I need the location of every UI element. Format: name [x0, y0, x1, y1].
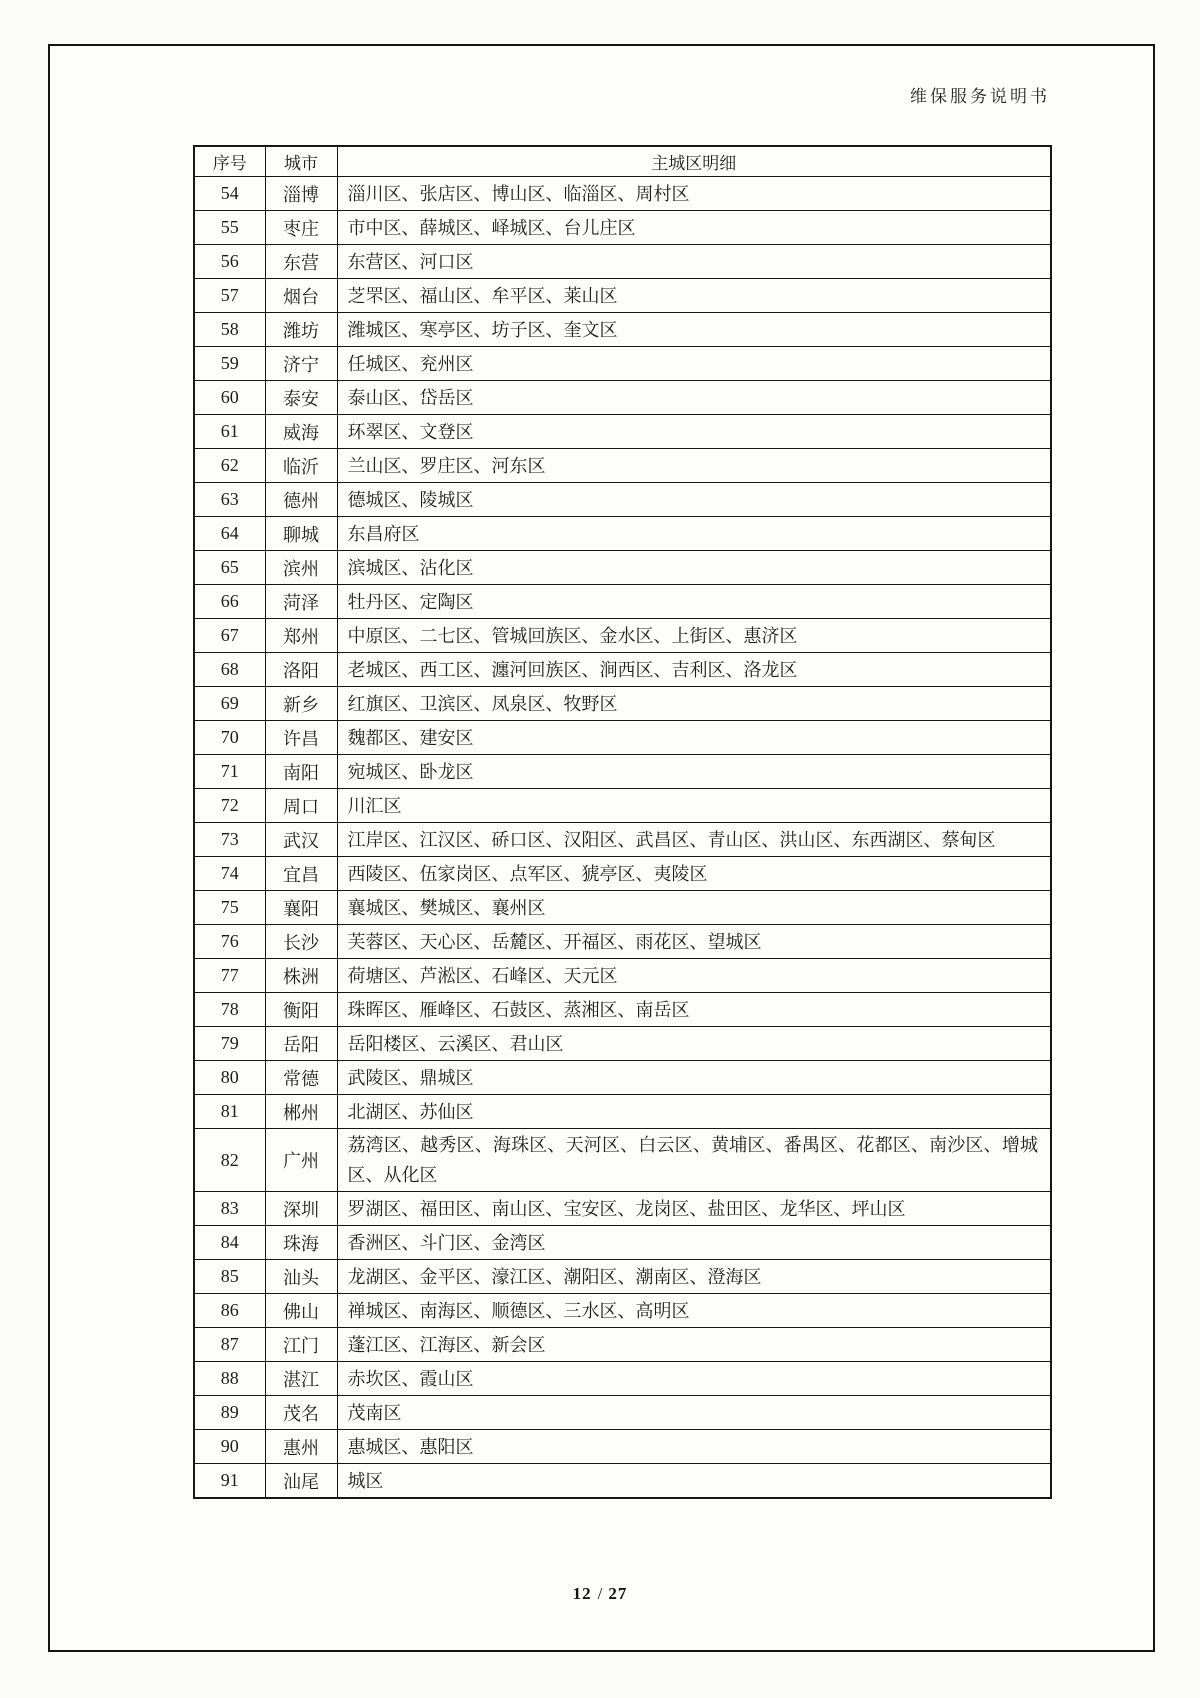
- col-header-no: 序号: [194, 146, 265, 177]
- cell-districts: 芙蓉区、天心区、岳麓区、开福区、雨花区、望城区: [337, 925, 1051, 959]
- cell-districts: 环翠区、文登区: [337, 415, 1051, 449]
- cell-city: 宜昌: [265, 857, 337, 891]
- table-row: [194, 1027, 1051, 1061]
- table-row: [194, 857, 1051, 891]
- table-row: [194, 823, 1051, 857]
- cell-city: 许昌: [265, 721, 337, 755]
- table-row: [194, 1095, 1051, 1129]
- table-row: [194, 1129, 1051, 1192]
- cell-city: 珠海: [265, 1226, 337, 1260]
- cell-districts: 中原区、二七区、管城回族区、金水区、上街区、惠济区: [337, 619, 1051, 653]
- cell-city: 株洲: [265, 959, 337, 993]
- table-row: [194, 1061, 1051, 1095]
- cell-city: 襄阳: [265, 891, 337, 925]
- cell-districts: 赤坎区、霞山区: [337, 1362, 1051, 1396]
- cell-districts: 香洲区、斗门区、金湾区: [337, 1226, 1051, 1260]
- cell-city: 聊城: [265, 517, 337, 551]
- table-row: [194, 1430, 1051, 1464]
- cell-city: 郴州: [265, 1095, 337, 1129]
- cell-districts: 城区: [337, 1464, 1051, 1499]
- table-row: [194, 483, 1051, 517]
- cell-no: 87: [194, 1328, 265, 1362]
- table-row: [194, 313, 1051, 347]
- table-body: [194, 177, 1051, 1499]
- cell-districts: 岳阳楼区、云溪区、君山区: [337, 1027, 1051, 1061]
- cell-districts: 荔湾区、越秀区、海珠区、天河区、白云区、黄埔区、番禺区、花都区、南沙区、增城区、从化区: [337, 1129, 1051, 1192]
- cell-districts: 襄城区、樊城区、襄州区: [337, 891, 1051, 925]
- page-number: [0, 1584, 1200, 1604]
- cell-no: 60: [194, 381, 265, 415]
- cell-no: 91: [194, 1464, 265, 1499]
- cell-no: 59: [194, 347, 265, 381]
- cell-no: 71: [194, 755, 265, 789]
- table-row: [194, 653, 1051, 687]
- cell-city: 烟台: [265, 279, 337, 313]
- table-row: [194, 687, 1051, 721]
- cell-districts: 泰山区、岱岳区: [337, 381, 1051, 415]
- table-row: [194, 449, 1051, 483]
- col-header-city: 城市: [265, 146, 337, 177]
- table-row: [194, 891, 1051, 925]
- table-row: [194, 789, 1051, 823]
- table-row: [194, 211, 1051, 245]
- cell-city: 汕头: [265, 1260, 337, 1294]
- cell-no: 78: [194, 993, 265, 1027]
- table-row: [194, 1328, 1051, 1362]
- table-row: [194, 1464, 1051, 1499]
- cell-districts: 茂南区: [337, 1396, 1051, 1430]
- cell-no: 56: [194, 245, 265, 279]
- cell-districts: 禅城区、南海区、顺德区、三水区、高明区: [337, 1294, 1051, 1328]
- cell-no: 90: [194, 1430, 265, 1464]
- cell-city: 东营: [265, 245, 337, 279]
- cell-districts: 江岸区、江汉区、硚口区、汉阳区、武昌区、青山区、洪山区、东西湖区、蔡甸区: [337, 823, 1051, 857]
- cell-districts: 惠城区、惠阳区: [337, 1430, 1051, 1464]
- cell-city: 潍坊: [265, 313, 337, 347]
- cell-districts: 芝罘区、福山区、牟平区、莱山区: [337, 279, 1051, 313]
- cell-no: 73: [194, 823, 265, 857]
- cell-city: 惠州: [265, 1430, 337, 1464]
- cell-districts: 东昌府区: [337, 517, 1051, 551]
- cell-districts: 武陵区、鼎城区: [337, 1061, 1051, 1095]
- cell-districts: 荷塘区、芦淞区、石峰区、天元区: [337, 959, 1051, 993]
- cell-no: 64: [194, 517, 265, 551]
- table-row: [194, 585, 1051, 619]
- cell-districts: 老城区、西工区、瀍河回族区、涧西区、吉利区、洛龙区: [337, 653, 1051, 687]
- cell-districts: 魏都区、建安区: [337, 721, 1051, 755]
- cell-no: 79: [194, 1027, 265, 1061]
- cell-city: 佛山: [265, 1294, 337, 1328]
- table-row: [194, 1260, 1051, 1294]
- cell-city: 周口: [265, 789, 337, 823]
- cell-districts: 蓬江区、江海区、新会区: [337, 1328, 1051, 1362]
- cell-districts: 潍城区、寒亭区、坊子区、奎文区: [337, 313, 1051, 347]
- cell-city: 济宁: [265, 347, 337, 381]
- cell-no: 74: [194, 857, 265, 891]
- table-row: [194, 177, 1051, 211]
- table-row: [194, 245, 1051, 279]
- cell-districts: 淄川区、张店区、博山区、临淄区、周村区: [337, 177, 1051, 211]
- table-row: [194, 347, 1051, 381]
- cell-city: 滨州: [265, 551, 337, 585]
- cell-no: 58: [194, 313, 265, 347]
- cell-no: 54: [194, 177, 265, 211]
- table-row: [194, 1192, 1051, 1226]
- table-row: [194, 721, 1051, 755]
- cell-city: 临沂: [265, 449, 337, 483]
- cell-no: 57: [194, 279, 265, 313]
- cell-no: 77: [194, 959, 265, 993]
- cell-districts: 德城区、陵城区: [337, 483, 1051, 517]
- cell-no: 72: [194, 789, 265, 823]
- cell-no: 85: [194, 1260, 265, 1294]
- table-row: [194, 279, 1051, 313]
- cell-districts: 滨城区、沾化区: [337, 551, 1051, 585]
- cell-no: 70: [194, 721, 265, 755]
- page-number-current: 12: [572, 1584, 592, 1603]
- cell-city: 郑州: [265, 619, 337, 653]
- table-row: [194, 755, 1051, 789]
- cell-city: 淄博: [265, 177, 337, 211]
- cell-no: 68: [194, 653, 265, 687]
- cell-districts: 珠晖区、雁峰区、石鼓区、蒸湘区、南岳区: [337, 993, 1051, 1027]
- city-districts-table: [193, 145, 1052, 1499]
- cell-no: 84: [194, 1226, 265, 1260]
- cell-no: 61: [194, 415, 265, 449]
- cell-no: 89: [194, 1396, 265, 1430]
- cell-no: 67: [194, 619, 265, 653]
- table-row: [194, 1226, 1051, 1260]
- page-number-separator: /: [597, 1584, 603, 1603]
- cell-no: 76: [194, 925, 265, 959]
- cell-no: 88: [194, 1362, 265, 1396]
- cell-city: 武汉: [265, 823, 337, 857]
- cell-no: 66: [194, 585, 265, 619]
- cell-city: 洛阳: [265, 653, 337, 687]
- cell-city: 衡阳: [265, 993, 337, 1027]
- cell-districts: 宛城区、卧龙区: [337, 755, 1051, 789]
- table-row: [194, 1396, 1051, 1430]
- cell-no: 75: [194, 891, 265, 925]
- cell-city: 泰安: [265, 381, 337, 415]
- cell-no: 80: [194, 1061, 265, 1095]
- cell-city: 岳阳: [265, 1027, 337, 1061]
- cell-city: 常德: [265, 1061, 337, 1095]
- table-row: [194, 551, 1051, 585]
- cell-no: 69: [194, 687, 265, 721]
- cell-no: 62: [194, 449, 265, 483]
- cell-no: 82: [194, 1129, 265, 1192]
- cell-districts: 罗湖区、福田区、南山区、宝安区、龙岗区、盐田区、龙华区、坪山区: [337, 1192, 1051, 1226]
- cell-no: 83: [194, 1192, 265, 1226]
- cell-city: 湛江: [265, 1362, 337, 1396]
- table-row: [194, 517, 1051, 551]
- cell-districts: 东营区、河口区: [337, 245, 1051, 279]
- cell-no: 65: [194, 551, 265, 585]
- cell-city: 枣庄: [265, 211, 337, 245]
- table-row: [194, 415, 1051, 449]
- document-header-title: 维保服务说明书: [910, 87, 1050, 106]
- cell-city: 南阳: [265, 755, 337, 789]
- cell-districts: 川汇区: [337, 789, 1051, 823]
- cell-districts: 牡丹区、定陶区: [337, 585, 1051, 619]
- table-row: [194, 1362, 1051, 1396]
- cell-districts: 任城区、兖州区: [337, 347, 1051, 381]
- cell-city: 深圳: [265, 1192, 337, 1226]
- cell-city: 菏泽: [265, 585, 337, 619]
- cell-city: 威海: [265, 415, 337, 449]
- cell-districts: 龙湖区、金平区、濠江区、潮阳区、潮南区、澄海区: [337, 1260, 1051, 1294]
- cell-no: 81: [194, 1095, 265, 1129]
- table-row: [194, 619, 1051, 653]
- cell-city: 长沙: [265, 925, 337, 959]
- table-header-row: [194, 146, 1051, 177]
- cell-districts: 市中区、薛城区、峄城区、台儿庄区: [337, 211, 1051, 245]
- cell-city: 新乡: [265, 687, 337, 721]
- table-row: [194, 1294, 1051, 1328]
- table-row: [194, 993, 1051, 1027]
- cell-no: 55: [194, 211, 265, 245]
- page-number-total: 27: [608, 1584, 628, 1603]
- cell-districts: 西陵区、伍家岗区、点军区、猇亭区、夷陵区: [337, 857, 1051, 891]
- table-row: [194, 959, 1051, 993]
- cell-city: 茂名: [265, 1396, 337, 1430]
- col-header-districts: 主城区明细: [337, 146, 1051, 177]
- cell-districts: 红旗区、卫滨区、凤泉区、牧野区: [337, 687, 1051, 721]
- table-row: [194, 925, 1051, 959]
- cell-no: 63: [194, 483, 265, 517]
- cell-city: 广州: [265, 1129, 337, 1192]
- table-row: [194, 381, 1051, 415]
- cell-city: 汕尾: [265, 1464, 337, 1499]
- cell-city: 江门: [265, 1328, 337, 1362]
- cell-districts: 兰山区、罗庄区、河东区: [337, 449, 1051, 483]
- cell-no: 86: [194, 1294, 265, 1328]
- cell-districts: 北湖区、苏仙区: [337, 1095, 1051, 1129]
- cell-city: 德州: [265, 483, 337, 517]
